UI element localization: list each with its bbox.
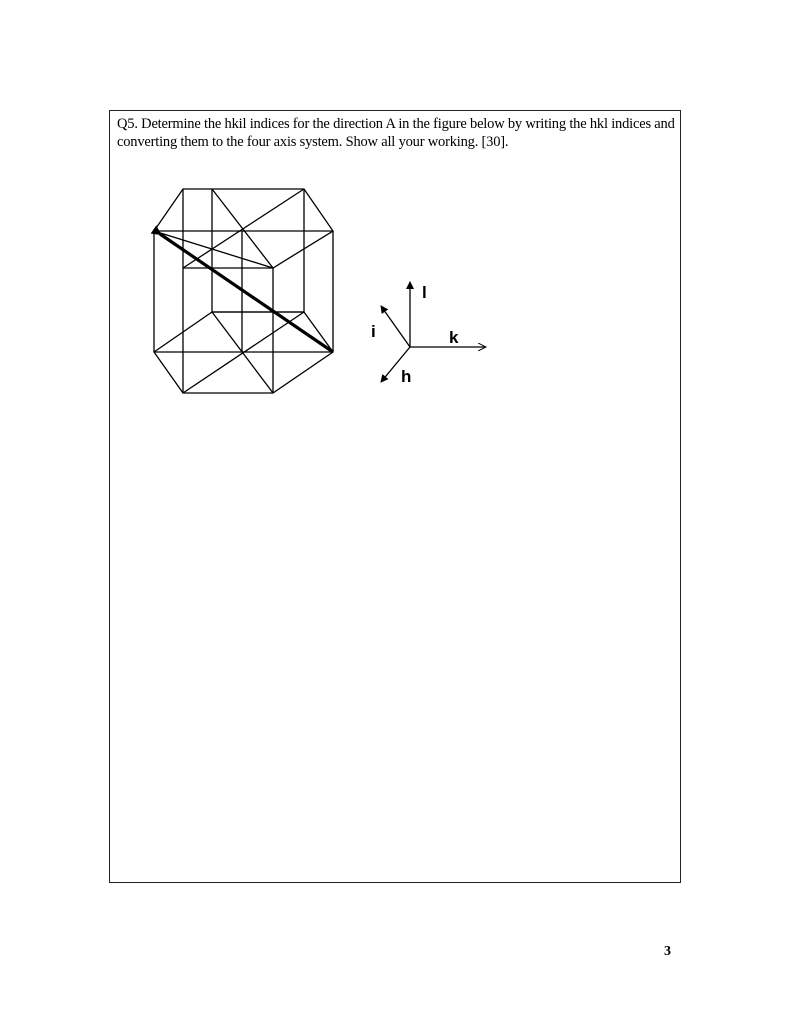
question-box <box>109 110 681 883</box>
i-axis-label: i <box>371 322 376 341</box>
k-axis-label: k <box>449 328 459 347</box>
page-number: 3 <box>664 944 671 959</box>
l-axis-label: l <box>422 283 427 302</box>
question-text: Q5. Determine the hkil indices for the direction A in the figure below by writing the hkl indices and converting them to the four axis system. Show all your working. [30]. <box>117 116 675 150</box>
h-axis-label: h <box>401 367 412 386</box>
